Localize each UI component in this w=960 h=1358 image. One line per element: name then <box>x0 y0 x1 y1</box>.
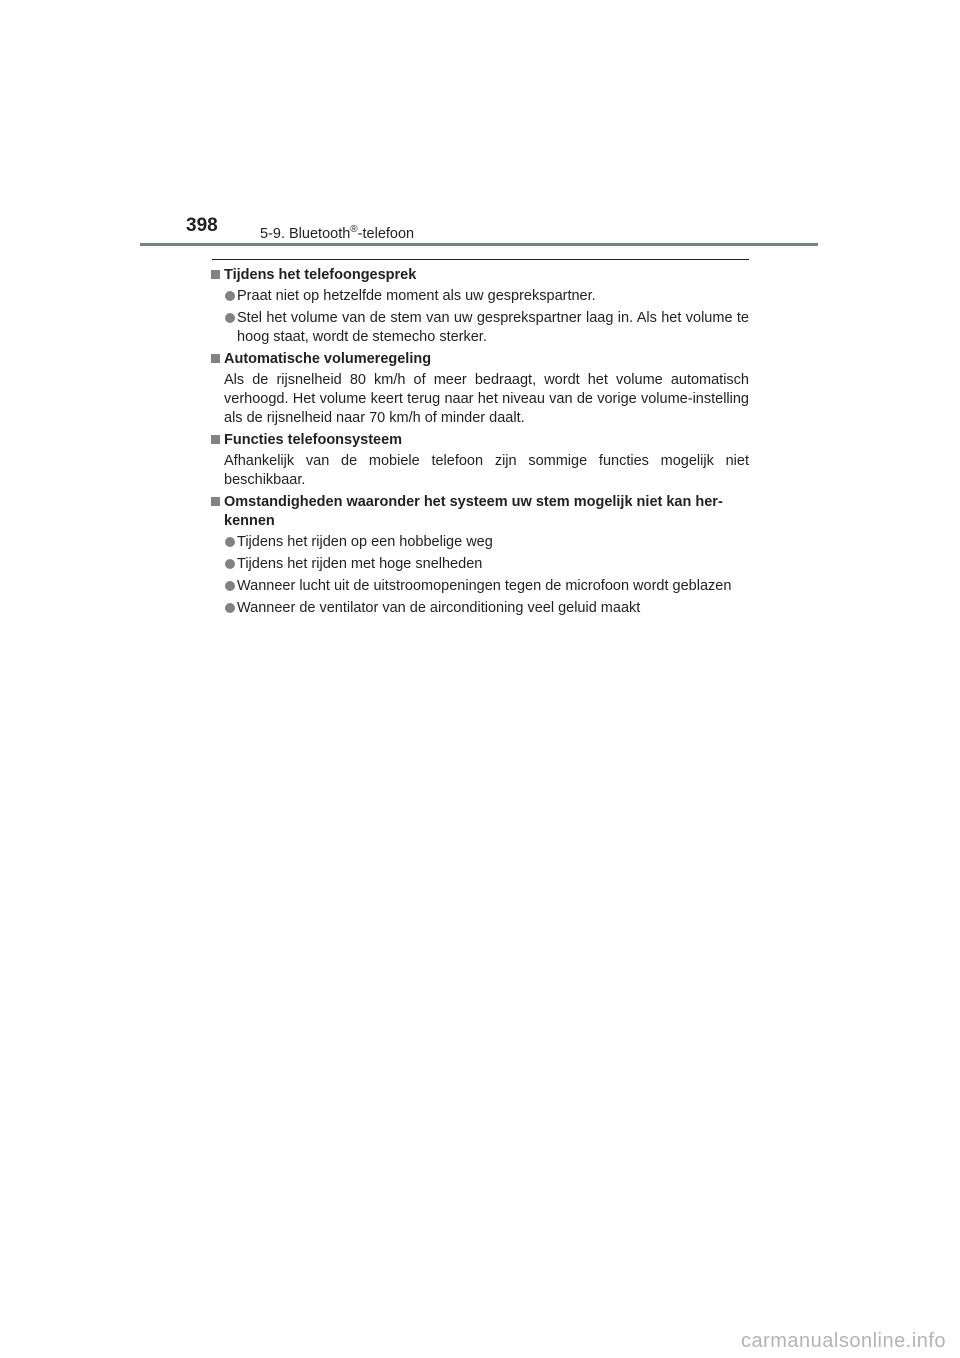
round-bullet-icon <box>225 537 235 547</box>
round-bullet-icon <box>225 581 235 591</box>
square-bullet-icon <box>211 270 220 279</box>
registered-mark: ® <box>350 224 358 235</box>
list-item-text: Wanneer de ventilator van de airconditioning veel geluid maakt <box>237 600 641 616</box>
round-bullet-icon <box>225 603 235 613</box>
page-number: 398 <box>186 215 218 236</box>
section-during-call <box>211 266 749 347</box>
section-heading-text: Tijdens het telefoongesprek <box>224 267 417 283</box>
list-item <box>211 599 749 618</box>
chapter-prefix: 5-9. Bluetooth <box>260 225 351 242</box>
list-item-text: Wanneer lucht uit de uitstroomopeningen tegen de microfoon wordt geblazen <box>237 578 732 594</box>
square-bullet-icon <box>211 435 220 444</box>
section-heading-text: Automatische volumeregeling <box>224 351 432 367</box>
content-rule <box>212 259 749 260</box>
list-item <box>211 533 749 552</box>
list-item-text: Tijdens het rijden met hoge snelheden <box>237 556 483 572</box>
section-heading <box>211 266 749 285</box>
round-bullet-icon <box>225 313 235 323</box>
paragraph: Afhankelijk van de mobiele telefoon zijn sommige functies mogelijk niet beschikbaar. <box>224 453 749 488</box>
section-heading <box>211 350 749 369</box>
square-bullet-icon <box>211 354 220 363</box>
round-bullet-icon <box>225 559 235 569</box>
list-item <box>211 577 749 596</box>
section-heading-text: Functies telefoonsysteem <box>224 432 403 448</box>
chapter-suffix: -telefoon <box>357 225 415 242</box>
list-item <box>211 555 749 574</box>
section-heading <box>211 493 749 531</box>
list-item-text: Tijdens het rijden op een hobbelige weg <box>237 534 493 550</box>
section-auto-volume <box>211 350 749 428</box>
section-voice-recognition <box>211 493 749 618</box>
section-heading <box>211 431 749 450</box>
section-heading-text: Omstandigheden waaronder het systeem uw stem mogelijk niet kan her-kennen <box>224 494 723 529</box>
list-item <box>211 287 749 306</box>
list-item-text: Stel het volume van de stem van uw gesprekspartner laag in. Als het volume te hoog staat, wordt de stemecho sterker. <box>237 310 749 345</box>
paragraph: Als de rijsnelheid 80 km/h of meer bedraagt, wordt het volume automatisch verhoogd. Het volume keert terug naar het niveau van de vorige volume-instelling als de rijsnelheid naar 70 km/h of minder daalt. <box>224 372 749 426</box>
content <box>211 266 749 621</box>
round-bullet-icon <box>225 291 235 301</box>
chapter-title <box>260 221 414 243</box>
square-bullet-icon <box>211 497 220 506</box>
header-rule <box>140 243 818 246</box>
watermark: carmanualsonline.info <box>740 1330 946 1352</box>
section-phone-functions <box>211 431 749 490</box>
list-item-text: Praat niet op hetzelfde moment als uw gesprekspartner. <box>237 288 596 304</box>
list-item <box>211 309 749 347</box>
